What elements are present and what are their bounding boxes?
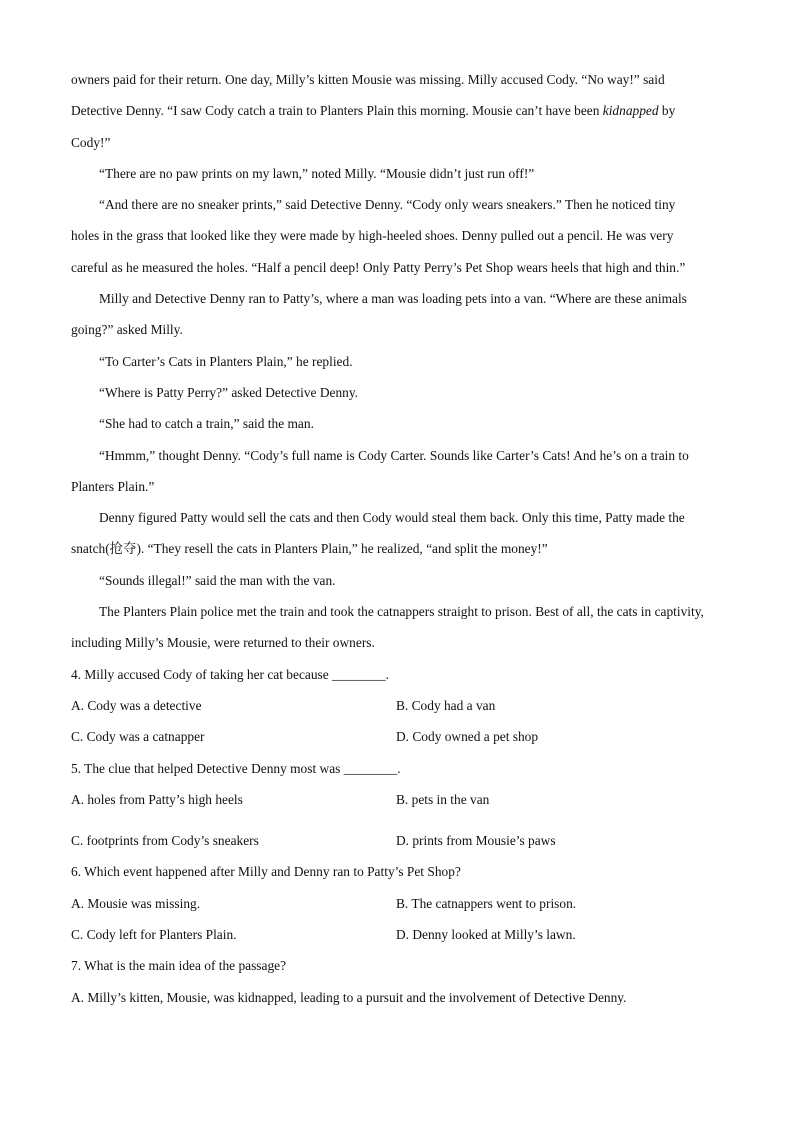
question-stem: 5. The clue that helped Detective Denny most was ________.: [71, 760, 401, 776]
passage-paragraph: “To Carter’s Cats in Planters Plain,” he replied.: [99, 353, 353, 369]
passage-line: “And there are no sneaker prints,” said Detective Denny. “Cody only wears sneakers.” Then he noticed tiny: [99, 197, 676, 213]
option-d: D. prints from Mousie’s paws: [396, 833, 556, 849]
spacer: [71, 815, 723, 825]
option-c: C. footprints from Cody’s sneakers: [71, 833, 259, 849]
option-a: A. Mousie was missing.: [71, 895, 201, 911]
passage-paragraph: “Sounds illegal!” said the man with the van.: [99, 572, 336, 588]
passage-paragraph: “There are no paw prints on my lawn,” noted Milly. “Mousie didn’t just run off!”: [99, 165, 535, 181]
question-stem: 7. What is the main idea of the passage?: [71, 958, 287, 974]
passage-text: by: [658, 103, 676, 119]
option-b: B. Cody had a van: [396, 697, 496, 713]
option-row: [71, 888, 723, 919]
passage-line: owners paid for their return. One day, Milly’s kitten Mousie was missing. Milly accused Cody. “No way!” said: [71, 72, 665, 87]
option-row: [71, 825, 723, 856]
passage-line: holes in the grass that looked like they were made by high-heeled shoes. Denny pulled out a pencil. He was very: [71, 228, 674, 244]
option-row: [71, 721, 723, 752]
option-b: B. pets in the van: [396, 791, 490, 807]
question-stem: 4. Milly accused Cody of taking her cat because ________.: [71, 666, 389, 682]
passage-line: “Hmmm,” thought Denny. “Cody’s full name is Cody Carter. Sounds like Carter’s Cats! And he’s on a train to: [99, 447, 689, 463]
option-a: A. holes from Patty’s high heels: [71, 791, 243, 807]
passage-paragraph: “She had to catch a train,” said the man.: [99, 416, 314, 432]
passage-line: Milly and Detective Denny ran to Patty’s, where a man was loading pets into a van. “Where are these animals: [99, 291, 687, 307]
passage-line: going?” asked Milly.: [71, 322, 183, 338]
passage-line: including Milly’s Mousie, were returned to their owners.: [71, 635, 375, 651]
italic-word: kidnapped: [602, 103, 659, 119]
passage-line: careful as he measured the holes. “Half a pencil deep! Only Patty Perry’s Pet Shop wears heels that high and thin.”: [71, 259, 686, 275]
passage-paragraph: “Where is Patty Perry?” asked Detective Denny.: [99, 384, 359, 400]
option-a: A. Cody was a detective: [71, 697, 202, 713]
option-c: C. Cody left for Planters Plain.: [71, 927, 237, 943]
option-row: [71, 784, 723, 815]
passage-line: The Planters Plain police met the train and took the catnappers straight to prison. Best of all, the cats in captivity,: [99, 604, 704, 620]
passage-line: Cody!”: [71, 134, 111, 150]
option-b: B. The catnappers went to prison.: [396, 895, 577, 911]
option-d: D. Cody owned a pet shop: [396, 729, 539, 745]
passage-line: Planters Plain.”: [71, 478, 155, 494]
option-a: A. Milly’s kitten, Mousie, was kidnapped, leading to a pursuit and the involvement of Detective Denny.: [71, 989, 627, 1005]
question-stem: 6. Which event happened after Milly and Denny ran to Patty’s Pet Shop?: [71, 864, 461, 880]
option-c: C. Cody was a catnapper: [71, 729, 205, 745]
option-d: D. Denny looked at Milly’s lawn.: [396, 927, 576, 943]
passage-line: [71, 95, 723, 126]
passage-text: Detective Denny. “I saw Cody catch a train to Planters Plain this morning. Mousie can’t have been: [71, 103, 603, 119]
document-page: [71, 64, 723, 1013]
passage-line: Denny figured Patty would sell the cats and then Cody would steal them back. Only this time, Patty made the: [99, 510, 685, 526]
option-row: [71, 919, 723, 950]
passage-line: snatch(抢夺). “They resell the cats in Planters Plain,” he realized, “and split the money!”: [71, 541, 548, 557]
option-row: [71, 690, 723, 721]
